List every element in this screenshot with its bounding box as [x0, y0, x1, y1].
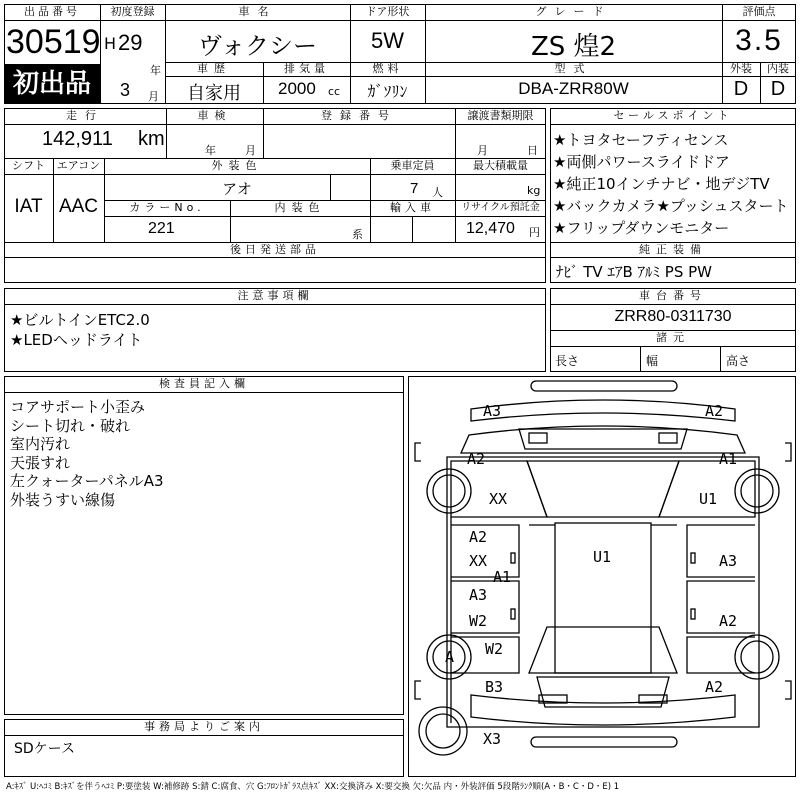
damage-mark: A2: [469, 528, 488, 546]
inspector-line: 左クォーターパネルA3: [10, 472, 164, 490]
length-label: 長さ: [555, 354, 580, 368]
notes-label: 注意事項欄: [237, 289, 313, 302]
notes-line: ★ビルトインETC2.0: [10, 311, 150, 329]
inspect-month: 月: [245, 144, 256, 157]
damage-mark: A2: [705, 402, 724, 420]
office-label: 事務局よりご案内: [144, 720, 264, 733]
inspect-year: 年: [205, 144, 216, 157]
int-grade-label: 内装: [767, 62, 789, 75]
seat-label: 乗車定員: [390, 159, 435, 172]
width-label: 幅: [646, 354, 659, 368]
transfer-label: 譲渡書類期限: [467, 109, 534, 122]
damage-mark: X3: [483, 730, 502, 748]
colorno: 221: [148, 220, 175, 237]
colorno-label: カラーNo.: [129, 201, 205, 214]
sales-point-item: ★バックカメラ★プッシュスタート: [553, 197, 789, 215]
mileage-unit: km: [138, 128, 165, 150]
ext-grade: D: [733, 78, 749, 100]
import-label: 輸入車: [390, 201, 435, 214]
score: 3.5: [735, 24, 783, 57]
recycle-label: リサイクル預託金: [461, 202, 540, 213]
inspector-line: 外装うすい線傷: [10, 490, 116, 509]
damage-mark: U1: [593, 548, 612, 566]
damage-mark: A2: [719, 612, 738, 630]
car-name: ヴォクシー: [197, 32, 318, 60]
color: アオ: [222, 180, 252, 198]
reg-year: 29: [118, 30, 143, 55]
month-unit: 月: [148, 90, 159, 103]
damage-mark: A: [445, 648, 455, 666]
office-text: SDケース: [14, 741, 75, 757]
damage-mark: XX: [469, 552, 488, 570]
intcolor-unit: 系: [352, 228, 363, 241]
inspector-line: シート切れ・破れ: [10, 416, 131, 435]
model-label: 型式: [554, 62, 593, 75]
model: DBA-ZRR80W: [518, 79, 629, 98]
shift: IAT: [14, 196, 43, 217]
damage-mark: A2: [467, 450, 486, 468]
damage-mark: A1: [493, 568, 512, 586]
car-name-label: 車名: [238, 5, 277, 18]
damage-mark: A2: [705, 678, 724, 696]
damage-mark: A3: [483, 402, 502, 420]
score-label: 評価点: [742, 5, 776, 18]
displacement-label: 排気量: [284, 62, 329, 75]
grade: ZS 煌2: [530, 32, 617, 62]
door-type: 5W: [371, 28, 404, 53]
sales-point-item: ★純正10インチナビ・地デジTV: [553, 175, 770, 193]
transfer-month: 月: [477, 144, 488, 157]
sales-point-item: ★フリップダウンモニター: [553, 219, 730, 237]
car-diagram: [408, 376, 796, 777]
seats: 7: [410, 180, 419, 197]
later-parts-label: 後日発送部品: [230, 243, 320, 256]
inspector-line: コアサポート小歪み: [10, 398, 146, 416]
damage-mark: XX: [489, 490, 508, 508]
sales-label: セールスポイント: [613, 109, 733, 122]
load-label: 最大積載量: [473, 159, 528, 172]
chassis-label: 車台番号: [639, 289, 707, 302]
history-label: 車歴: [197, 62, 231, 75]
ac-label: エアコン: [56, 159, 101, 172]
ext-grade-label: 外装: [730, 62, 752, 75]
inspect-label: 車検: [197, 109, 232, 122]
era-label: H: [104, 34, 117, 53]
reg-month: 3: [120, 80, 131, 100]
sales-point-item: ★トヨタセーフティセンス: [553, 131, 729, 149]
inspector-line: 天張すれ: [10, 453, 71, 472]
height-label: 高さ: [726, 354, 751, 368]
reg-label: 初度登録: [110, 5, 155, 18]
seat-unit: 人: [432, 186, 443, 199]
mileage-label: 走行: [66, 109, 104, 122]
inspector-line: 室内汚れ: [10, 435, 71, 453]
damage-mark: U1: [699, 490, 718, 508]
mileage: 142,911: [42, 128, 113, 150]
notes-line: ★LEDヘッドライト: [10, 331, 143, 349]
equip: ﾅﾋﾞ TV ｴｱB ｱﾙﾐ PS PW: [556, 263, 712, 281]
ac: AAC: [58, 196, 99, 217]
sales-point-item: ★両側パワースライドドア: [553, 153, 730, 171]
inspector-label: 検査員記入欄: [159, 377, 249, 390]
door-label: ドア形状: [365, 5, 410, 18]
displacement: 2000: [278, 79, 316, 98]
damage-mark: B3: [485, 678, 504, 696]
dims-label: 諸元: [656, 331, 690, 344]
int-grade: D: [770, 78, 786, 100]
car-outline: [409, 377, 796, 777]
plate-label: 登録番号: [321, 109, 397, 122]
lot-number: 30519: [6, 23, 101, 61]
lot-label: 出品番号: [24, 5, 80, 18]
transfer-day: 日: [527, 144, 538, 157]
intcolor-label: 内装色: [274, 201, 326, 214]
grade-label: グレード: [535, 5, 612, 18]
first-listing-label: 初出品: [12, 69, 91, 99]
damage-mark: A1: [719, 450, 738, 468]
equip-label: 純正装備: [639, 243, 707, 256]
year-unit: 年: [150, 64, 161, 77]
damage-mark: A3: [469, 586, 488, 604]
shift-label: シフト: [12, 159, 45, 172]
damage-mark: W2: [469, 612, 488, 630]
load-unit: kg: [527, 184, 541, 197]
fuel-label: 燃料: [372, 62, 403, 75]
recycle-unit: 円: [529, 226, 540, 239]
recycle: 12,470: [466, 220, 515, 237]
legend-text: A:ｷｽﾞ U:ﾍｺﾐ B:ｷｽﾞを伴うﾍｺﾐ P:要塗装 W:補修跡 S:錆 C:腐食、穴 G:ﾌﾛﾝﾄｶﾞﾗｽ点ｷｽﾞ XX:交換済み X:要交換 欠:欠品 内・外装評価 5段階ﾗﾝｸ順(A・B・C・D・E) 1: [6, 782, 620, 792]
history: 自家用: [187, 83, 241, 104]
color-label: 外装色: [211, 159, 263, 172]
displacement-unit: cc: [328, 85, 341, 98]
fuel: ｶﾞｿﾘﾝ: [367, 82, 408, 101]
damage-mark: W2: [485, 640, 504, 658]
chassis-number: ZRR80-0311730: [614, 308, 732, 325]
damage-mark: A3: [719, 552, 738, 570]
